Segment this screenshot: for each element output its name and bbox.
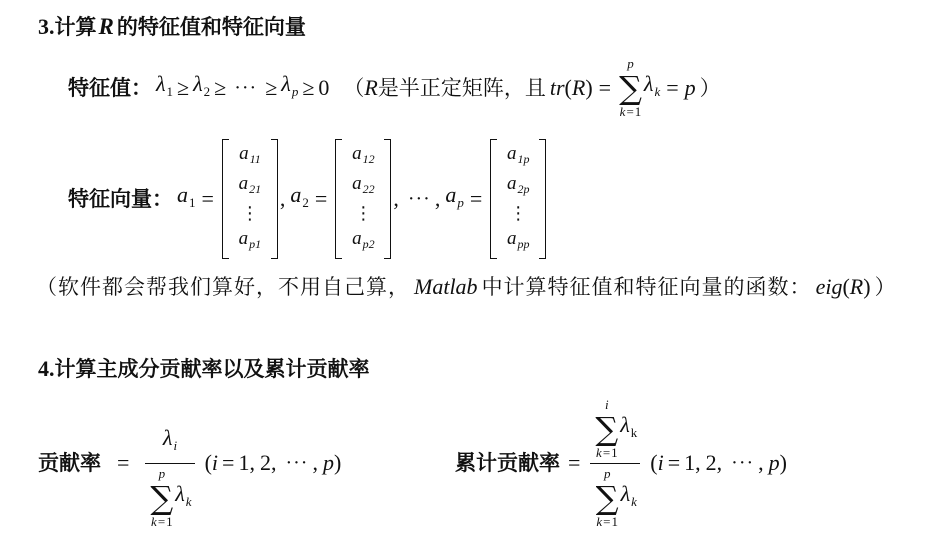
paren-open: ( — [564, 75, 572, 100]
entry-subscript: pp — [517, 237, 530, 252]
remark-open-paren: （ — [343, 76, 365, 100]
entry-symbol: a — [238, 172, 249, 194]
remark-text: 是半正定矩阵，且 — [377, 76, 546, 100]
subscript: 1 — [189, 195, 196, 210]
entry-subscript: 2p — [517, 181, 530, 196]
matrix-symbol: R — [364, 75, 378, 100]
geq-sign: ≥ — [214, 75, 227, 100]
matrix-entry — [239, 228, 262, 255]
note-text: 软件都会帮我们算好，不用自己算， — [58, 275, 410, 299]
entry-symbol: a — [352, 172, 362, 194]
lambda-symbol: λ — [620, 480, 631, 506]
lambda-2 — [193, 70, 210, 106]
cumulative-fraction — [590, 398, 640, 529]
section-title: 计算主成分贡献率以及累计贡献率 — [54, 356, 370, 381]
geq-sign: ≥ — [302, 75, 315, 100]
subscript: p — [457, 195, 464, 210]
range-value: p — [768, 450, 780, 475]
entry-symbol: a — [352, 228, 362, 250]
subscript: i — [173, 437, 178, 453]
equals-sign: = — [117, 450, 130, 475]
entry-subscript: p1 — [249, 237, 262, 252]
sum-lower-limit — [596, 446, 618, 460]
equals-sign: = — [314, 186, 328, 211]
subscript: k — [630, 424, 638, 440]
sum-lower-limit — [596, 515, 618, 529]
fraction-denominator — [591, 464, 640, 529]
paren-close: ) — [585, 75, 593, 100]
entry-subscript: 22 — [362, 181, 375, 196]
summation-operator — [150, 467, 173, 529]
eigenvectors-label: 特征向量： — [68, 186, 173, 211]
lambda-symbol: λ — [281, 71, 291, 96]
subscript: k — [185, 493, 192, 509]
section-title-part: 计算 — [54, 14, 97, 39]
sum-lower-limit — [151, 515, 173, 529]
sum-equals: = — [603, 513, 611, 529]
eigenvector-a2-matrix — [335, 139, 391, 259]
index-range — [205, 449, 342, 477]
cumulative-rate-label: 累计贡献率 — [455, 450, 560, 475]
range-value: p — [322, 450, 334, 475]
sum-start: 1 — [611, 513, 619, 529]
equals-sign: = — [568, 450, 581, 475]
entry-symbol: a — [507, 142, 517, 164]
lambda-symbol: λ — [193, 71, 203, 96]
sum-upper-limit: i — [605, 396, 609, 412]
ellipsis: ··· — [731, 452, 755, 474]
range-variable: i — [211, 450, 219, 475]
entry-subscript: 1p — [517, 151, 530, 166]
matrix-entry — [239, 173, 262, 200]
comma: , — [312, 450, 318, 475]
subscript: 2 — [203, 84, 211, 99]
comma: , — [434, 186, 441, 211]
lambda-k — [644, 70, 660, 106]
entry-symbol: a — [238, 228, 249, 250]
equals-sign: = — [469, 186, 483, 211]
vector-symbol: a — [445, 182, 457, 207]
equals-sign: = — [201, 186, 214, 211]
sigma-symbol: ∑ — [619, 69, 642, 107]
sum-upper-limit: p — [603, 465, 611, 481]
lambda-i — [163, 424, 177, 460]
subscript: p — [291, 84, 299, 99]
right-bracket — [384, 139, 391, 259]
section-3-heading — [38, 10, 306, 44]
ellipsis: ··· — [285, 452, 309, 474]
vector-a1 — [177, 181, 196, 217]
entry-symbol: a — [507, 172, 517, 194]
matrix-entry — [507, 228, 530, 255]
matrix-entry — [352, 228, 375, 255]
lambda-k — [175, 480, 191, 516]
contribution-rate-label: 贡献率 — [38, 450, 101, 475]
sum-index: k — [596, 513, 603, 529]
left-bracket — [335, 139, 342, 259]
matrix-column — [342, 139, 384, 259]
eigenvector-ap-matrix — [490, 139, 546, 259]
sum-lower-limit — [620, 105, 642, 119]
zero: 0 — [318, 75, 330, 100]
geq-sign: ≥ — [265, 75, 278, 100]
equals-sign: = — [666, 75, 679, 100]
function-argument: R — [849, 274, 864, 299]
sigma-symbol: ∑ — [595, 478, 619, 517]
paren-close: ) — [333, 450, 342, 475]
comma: , — [695, 450, 701, 475]
section-title-part: 的特征值和特征向量 — [116, 14, 306, 39]
matrix-entry — [507, 173, 530, 200]
paren-open: ( — [204, 450, 212, 475]
right-bracket — [271, 139, 278, 259]
subscript: 2 — [302, 195, 309, 210]
sum-start: 1 — [611, 444, 618, 460]
matrix-entry — [352, 143, 375, 170]
lambda-k — [621, 480, 637, 516]
lambda-p — [281, 70, 298, 106]
sigma-symbol: ∑ — [150, 478, 174, 517]
right-bracket — [539, 139, 546, 259]
left-bracket — [490, 139, 497, 259]
sigma-symbol: ∑ — [595, 409, 619, 448]
comma: , — [249, 450, 255, 475]
range-value: 1 — [238, 450, 250, 475]
contribution-fraction — [145, 398, 194, 529]
paren-close: ) — [863, 274, 871, 299]
lambda-symbol: λ — [643, 71, 654, 96]
ellipsis: ··· — [234, 77, 258, 99]
section-number: 4. — [38, 356, 55, 381]
vertical-ellipsis: ⋮ — [354, 203, 373, 225]
matrix-entry — [352, 173, 375, 200]
paren-open: ( — [842, 274, 850, 299]
summation-operator — [619, 57, 642, 119]
entry-subscript: p2 — [362, 237, 375, 252]
remark-close-paren: ） — [699, 76, 721, 100]
note-close-paren: ） — [874, 275, 896, 299]
eigenvector-a1-matrix — [222, 139, 278, 259]
vector-symbol: a — [290, 182, 302, 207]
software-note — [36, 271, 896, 303]
comma: , — [758, 450, 764, 475]
sum-index: k — [619, 104, 626, 119]
paren-open: ( — [650, 450, 658, 475]
contribution-rate-formula — [38, 396, 341, 530]
equals-sign: = — [222, 450, 235, 475]
sum-start: 1 — [634, 104, 642, 119]
ellipsis: ··· — [407, 188, 431, 210]
lambda-symbol: λ — [175, 480, 185, 506]
paren-close: ) — [779, 450, 787, 475]
trace-argument: R — [571, 75, 586, 100]
range-value: 1 — [684, 450, 696, 475]
range-value: 2 — [705, 450, 717, 475]
entry-subscript: 11 — [249, 151, 261, 166]
lambda-symbol: λ — [162, 424, 173, 450]
left-bracket — [222, 139, 229, 259]
vector-symbol: a — [177, 182, 188, 207]
entry-symbol: a — [352, 142, 362, 164]
vector-a2 — [290, 181, 309, 217]
vector-ap — [445, 181, 464, 217]
fraction-numerator — [590, 398, 640, 463]
range-variable: i — [657, 450, 664, 475]
vertical-ellipsis: ⋮ — [240, 203, 259, 225]
note-text: 中计算特征值和特征向量的函数： — [481, 275, 812, 299]
equals-sign: = — [598, 75, 612, 100]
entry-subscript: 21 — [249, 181, 262, 196]
entry-symbol: a — [239, 142, 249, 164]
function-name: eig — [815, 274, 843, 299]
matrix-entry — [507, 143, 530, 170]
geq-sign: ≥ — [177, 75, 190, 100]
subscript: k — [654, 84, 661, 99]
summation-operator — [596, 467, 619, 529]
eigenvalues-label: 特征值： — [68, 75, 152, 100]
sum-index: k — [151, 513, 157, 529]
sum-start: 1 — [166, 513, 173, 529]
trace-function: tr — [549, 75, 565, 100]
fraction-numerator — [160, 424, 180, 463]
entry-symbol: a — [507, 228, 517, 250]
equals-sign: = — [667, 450, 681, 475]
comma: , — [270, 450, 277, 475]
sum-equals: = — [602, 444, 611, 460]
lambda-k — [620, 411, 637, 447]
matrix-symbol: R — [98, 14, 114, 39]
vertical-ellipsis: ⋮ — [509, 203, 528, 225]
trace-result: p — [684, 75, 696, 100]
sum-index: k — [596, 444, 602, 460]
comma: , — [716, 450, 723, 475]
lambda-1 — [156, 70, 173, 106]
software-name: Matlab — [414, 274, 478, 299]
sum-upper-limit: p — [158, 465, 166, 481]
note-open-paren: （ — [36, 275, 58, 299]
index-range — [650, 449, 787, 477]
section-4-heading — [38, 352, 370, 386]
eigenvectors-line — [68, 137, 548, 261]
range-value: 2 — [259, 450, 271, 475]
section-number: 3. — [38, 14, 55, 39]
subscript: 1 — [166, 84, 174, 99]
sum-equals: = — [626, 104, 634, 119]
entry-subscript: 12 — [362, 151, 375, 166]
eigenvalues-line — [68, 52, 721, 124]
subscript: k — [631, 493, 637, 509]
cumulative-rate-formula — [455, 396, 787, 530]
comma: , — [279, 186, 286, 211]
lambda-symbol: λ — [156, 71, 166, 96]
fraction-denominator — [145, 464, 194, 529]
comma: , — [393, 186, 399, 211]
summation-operator — [595, 398, 618, 460]
sum-equals: = — [157, 513, 166, 529]
matrix-column — [497, 139, 539, 259]
lambda-symbol: λ — [620, 411, 630, 437]
matrix-column — [229, 139, 271, 259]
sum-upper-limit: p — [627, 56, 634, 71]
matrix-entry — [239, 143, 261, 170]
